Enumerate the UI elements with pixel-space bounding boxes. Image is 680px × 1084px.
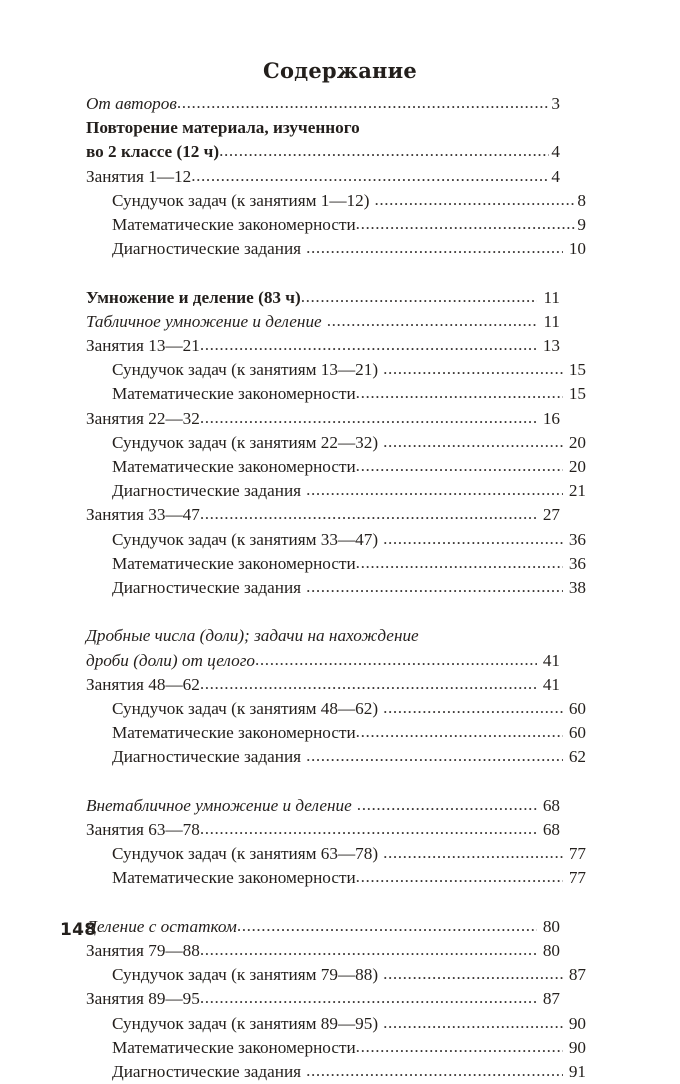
toc-entry-label: Занятия 48—62 xyxy=(86,674,200,694)
toc-entry[interactable] xyxy=(86,552,586,576)
toc-entry-label: Занятия 1—12 xyxy=(86,166,192,186)
toc-entry-page-number: 10 xyxy=(568,239,586,259)
toc-entry-label: Табличное умножение и деление xyxy=(86,311,322,331)
dot-leader xyxy=(352,801,537,818)
toc-heading-line: Повторение материала, изученного xyxy=(86,118,360,138)
toc-entry-label: дроби (доли) от целого xyxy=(86,650,256,670)
toc-entry[interactable] xyxy=(86,842,586,866)
dot-leader xyxy=(200,825,537,842)
toc-entry[interactable] xyxy=(86,915,560,939)
toc-entry[interactable] xyxy=(86,140,560,164)
toc-entry-page-number: 16 xyxy=(542,408,560,428)
toc-entry-label: во 2 классе (12 ч) xyxy=(86,142,220,162)
toc-entry-page-number: 8 xyxy=(577,190,586,210)
dot-leader xyxy=(356,462,563,479)
dot-leader xyxy=(369,196,575,213)
toc-entry[interactable] xyxy=(86,479,586,503)
toc-entry-page-number: 91 xyxy=(568,1062,586,1082)
toc-entry[interactable] xyxy=(86,818,560,842)
dot-leader xyxy=(378,438,563,455)
toc-entry-label: Занятия 33—47 xyxy=(86,505,200,525)
toc-entry[interactable] xyxy=(86,165,560,189)
toc-entry-label: Математические закономерности xyxy=(112,723,356,743)
toc-entry-page-number: 38 xyxy=(568,578,586,598)
dot-leader xyxy=(200,994,537,1011)
toc-heading-line: Дробные числа (доли); задачи на нахождение xyxy=(86,626,419,646)
toc-entry-label: Диагностические задания xyxy=(112,747,302,767)
toc-entry[interactable] xyxy=(86,455,586,479)
page-number: 148 xyxy=(60,920,97,940)
toc-entry-label: Сундучок задач (к занятиям 89—95) xyxy=(112,1013,379,1033)
toc-entry[interactable] xyxy=(86,528,586,552)
toc-entry-page-number: 60 xyxy=(568,723,586,743)
toc-entry-label: Математические закономерности xyxy=(112,457,356,477)
toc-entry-label: Сундучок задач (к занятиям 1—12) xyxy=(112,190,370,210)
toc-entry[interactable] xyxy=(86,431,586,455)
toc-entry-label: Сундучок задач (к занятиям 33—47) xyxy=(112,529,379,549)
dot-leader xyxy=(301,752,563,769)
toc-entry-label: Математические закономерности xyxy=(112,553,356,573)
toc-entry-label: Занятия 13—21 xyxy=(86,336,200,356)
toc-entry-label: Сундучок задач (к занятиям 79—88) xyxy=(112,965,379,985)
dot-leader xyxy=(301,293,537,310)
toc-entry[interactable] xyxy=(86,310,560,334)
toc-entry-page-number: 20 xyxy=(568,432,586,452)
section-spacer xyxy=(86,770,560,794)
toc-entry-page-number: 41 xyxy=(542,650,560,670)
toc-entry-label: Занятия 63—78 xyxy=(86,820,200,840)
toc-entry[interactable] xyxy=(86,286,560,310)
toc-entry[interactable] xyxy=(86,1036,586,1060)
toc-entry-page-number: 9 xyxy=(577,215,586,235)
toc-entry-page-number: 27 xyxy=(542,505,560,525)
toc-entry-page-number: 15 xyxy=(568,360,586,380)
toc-entry-label: Математические закономерности xyxy=(112,868,356,888)
dot-leader xyxy=(356,728,563,745)
toc-entry-label: Математические закономерности xyxy=(112,215,356,235)
toc-entry-page-number: 4 xyxy=(551,142,560,162)
toc-entry-page-number: 15 xyxy=(568,384,586,404)
dot-leader xyxy=(378,535,563,552)
toc-entry[interactable] xyxy=(86,503,560,527)
toc-entry-label: Диагностические задания xyxy=(112,1062,302,1082)
toc-entry-label: Сундучок задач (к занятиям 22—32) xyxy=(112,432,379,452)
toc-entry[interactable] xyxy=(86,358,586,382)
toc-entry-page-number: 3 xyxy=(551,94,560,113)
toc-entry-label: Диагностические задания xyxy=(112,578,302,598)
dot-leader xyxy=(200,414,537,431)
toc-entry-label: Занятия 89—95 xyxy=(86,989,200,1009)
toc-entry-label: Сундучок задач (к занятиям 63—78) xyxy=(112,844,379,864)
toc-entry-label: Сундучок задач (к занятиям 13—21) xyxy=(112,360,379,380)
toc-entry-page-number: 4 xyxy=(551,166,560,186)
toc-entry-label: Математические закономерности xyxy=(112,384,356,404)
toc-entry[interactable] xyxy=(86,1060,586,1084)
dot-leader xyxy=(356,220,575,237)
dot-leader xyxy=(378,365,563,382)
toc-entry[interactable] xyxy=(86,794,560,818)
dot-leader xyxy=(219,147,549,164)
toc-entry[interactable] xyxy=(86,866,586,890)
dot-leader xyxy=(322,317,537,334)
toc-entry-page-number: 80 xyxy=(542,941,560,961)
toc-entry-page-number: 41 xyxy=(542,674,560,694)
toc-entry-page-number: 80 xyxy=(542,916,560,936)
toc-entry[interactable] xyxy=(86,382,586,406)
dot-leader xyxy=(356,389,563,406)
toc-entry[interactable] xyxy=(86,721,586,745)
toc-entry-page-number: 68 xyxy=(542,795,560,815)
toc-entry-page-number: 11 xyxy=(543,287,560,307)
toc-entry-page-number: 68 xyxy=(542,820,560,840)
dot-leader xyxy=(200,510,537,527)
dot-leader xyxy=(191,172,549,189)
toc-entry[interactable] xyxy=(86,213,586,237)
page-title: Содержание xyxy=(263,58,417,83)
toc-entry-page-number: 36 xyxy=(568,553,586,573)
dot-leader xyxy=(301,1067,563,1084)
toc-entry-page-number: 36 xyxy=(568,529,586,549)
toc-entry[interactable] xyxy=(86,576,586,600)
toc-entry-page-number: 21 xyxy=(568,481,586,501)
toc-entry-page-number: 11 xyxy=(543,311,560,331)
dot-leader xyxy=(301,583,563,600)
dot-leader xyxy=(255,656,537,673)
toc-entry[interactable] xyxy=(86,963,586,987)
toc-entry-label: Занятия 22—32 xyxy=(86,408,200,428)
toc-entry-label: От авторов xyxy=(86,94,177,113)
toc-entry[interactable] xyxy=(86,334,560,358)
toc-entry-label: Деление с остатком xyxy=(86,916,237,936)
toc-entry-label: Математические закономерности xyxy=(112,1037,356,1057)
toc-entry-label: Сундучок задач (к занятиям 48—62) xyxy=(112,699,379,719)
dot-leader xyxy=(200,341,537,358)
dot-leader xyxy=(177,99,549,116)
toc-entry-page-number: 60 xyxy=(568,699,586,719)
dot-leader xyxy=(378,704,563,721)
toc-entry-page-number: 90 xyxy=(568,1037,586,1057)
toc-entry-page-number: 87 xyxy=(542,989,560,1009)
section-spacer xyxy=(86,600,560,624)
toc-entry-label: Занятия 79—88 xyxy=(86,941,200,961)
toc-entry[interactable] xyxy=(86,92,560,116)
dot-leader xyxy=(200,946,537,963)
toc-entry-page-number: 77 xyxy=(568,844,586,864)
toc-entry[interactable] xyxy=(86,189,586,213)
toc-entry-label: Умножение и деление (83 ч) xyxy=(86,287,301,307)
toc-entry-page-number: 62 xyxy=(568,747,586,767)
toc-entry[interactable] xyxy=(86,745,586,769)
dot-leader xyxy=(378,970,563,987)
dot-leader xyxy=(200,680,537,697)
dot-leader xyxy=(356,873,563,890)
dot-leader xyxy=(237,922,537,939)
toc-entry-label: Диагностические задания xyxy=(112,481,302,501)
toc-entry-page-number: 13 xyxy=(542,336,560,356)
dot-leader xyxy=(301,486,563,503)
toc-entry-label: Внетабличное умножение и деление xyxy=(86,795,352,815)
dot-leader xyxy=(356,1043,563,1060)
toc-entry-list xyxy=(86,92,586,1084)
toc-entry[interactable] xyxy=(86,649,560,673)
toc-entry-page-number: 77 xyxy=(568,868,586,888)
section-spacer xyxy=(86,891,560,915)
dot-leader xyxy=(356,559,563,576)
toc-entry-page-number: 87 xyxy=(568,965,586,985)
toc-entry-label: Диагностические задания xyxy=(112,239,302,259)
toc-entry[interactable] xyxy=(86,407,560,431)
dot-leader xyxy=(378,849,563,866)
dot-leader xyxy=(378,1019,563,1036)
toc-entry[interactable] xyxy=(86,673,560,697)
section-spacer xyxy=(86,261,560,285)
toc-entry-page-number: 90 xyxy=(568,1013,586,1033)
toc-entry[interactable] xyxy=(86,939,560,963)
dot-leader xyxy=(301,244,563,261)
toc-entry-page-number: 20 xyxy=(568,457,586,477)
toc-entry[interactable] xyxy=(86,1012,586,1036)
toc-entry[interactable] xyxy=(86,697,586,721)
toc-entry[interactable] xyxy=(86,237,586,261)
